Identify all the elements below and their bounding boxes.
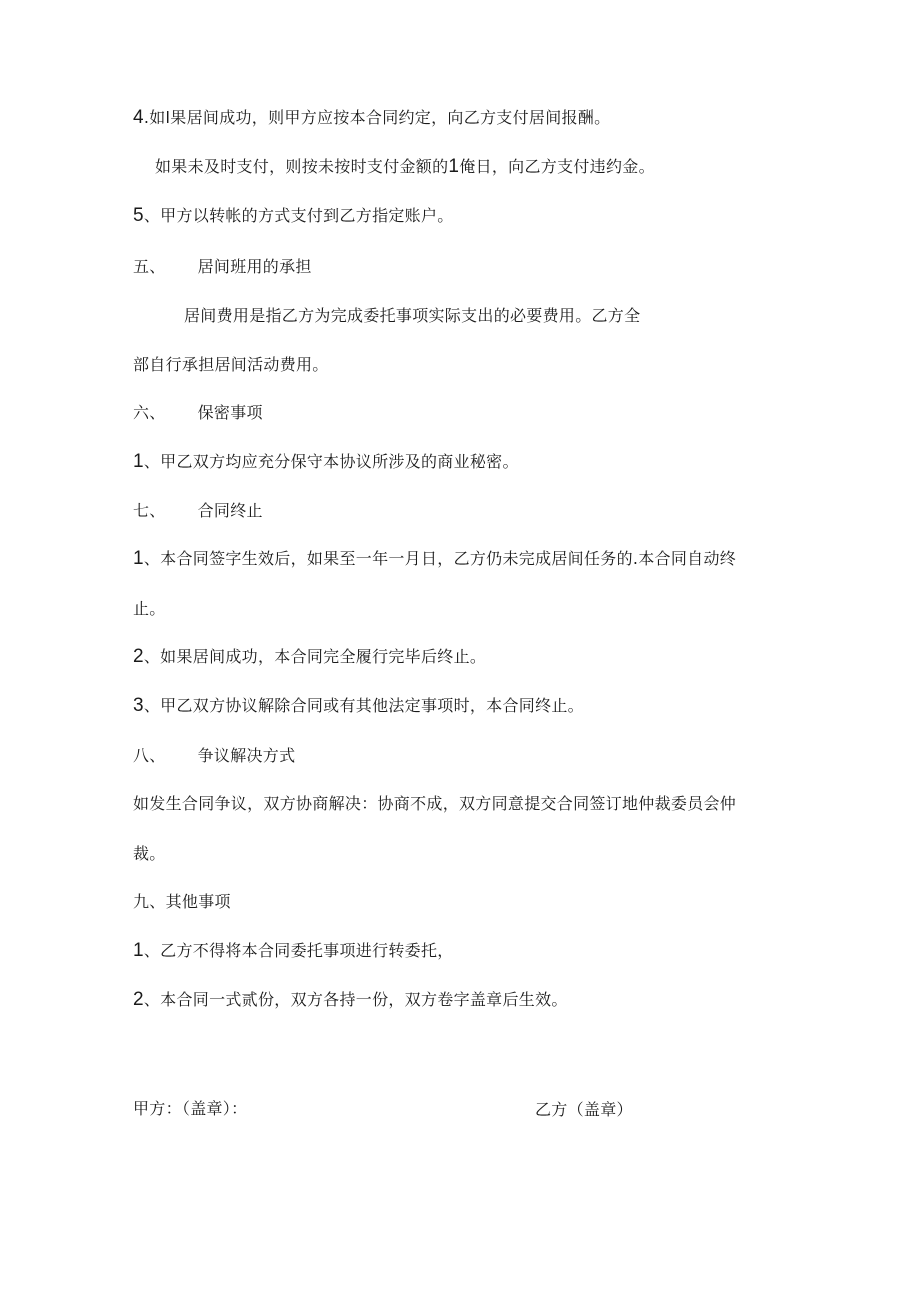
clause-5-line — [133, 205, 454, 227]
clause-number: 1 — [133, 548, 144, 569]
clause-line — [133, 940, 454, 962]
clause-text: 、本合同签字生效后，如果至一年一月日，乙方仍未完成居间任务的.本合同自动终 — [143, 549, 737, 568]
paragraph-text: 如发生合同争议，双方协商解决：协商不成，双方同意提交合同签订地仲裁委员会仲 — [133, 794, 737, 813]
clause-number: 5 — [133, 205, 144, 226]
clause-text-prefix: 如果未及时支付，则按未按时支付金额的 — [155, 157, 449, 176]
section-title: 保密事项 — [197, 403, 263, 422]
clause-4-line — [133, 107, 610, 129]
clause-text: 、本合同一式贰份，双方各持一份，双方卷字盖章后生效。 — [143, 990, 568, 1009]
clause-4-continuation — [155, 156, 655, 178]
paragraph-line — [133, 843, 166, 865]
section-marker: 五、 — [133, 257, 166, 276]
clause-line — [133, 451, 519, 473]
clause-continuation — [133, 598, 166, 620]
clause-line — [133, 695, 584, 717]
paragraph-line — [184, 305, 640, 327]
clause-number: 1 — [133, 451, 144, 472]
section-title: 居间班用的承担 — [197, 257, 312, 276]
section-6-heading — [133, 402, 263, 424]
party-a-label: 甲方：（盖章）： — [133, 1099, 248, 1118]
clause-number: 3 — [133, 695, 144, 716]
paragraph-line — [133, 354, 329, 376]
paragraph-text: 裁。 — [133, 844, 166, 863]
clause-text: 、如果居间成功，本合同完全履行完毕后终止。 — [143, 647, 487, 666]
section-9-heading — [133, 891, 231, 913]
section-7-heading — [133, 500, 263, 522]
section-marker: 七、 — [133, 501, 166, 520]
party-b-signature — [535, 1099, 633, 1121]
section-8-heading — [133, 745, 295, 767]
clause-text: 、乙方不得将本合同委托事项进行转委托， — [143, 941, 454, 960]
section-title: 九、其他事项 — [133, 892, 231, 911]
inline-number: 1 — [448, 156, 460, 177]
section-5-heading — [133, 256, 312, 278]
clause-number: 1 — [133, 940, 144, 961]
section-title: 合同终止 — [197, 501, 263, 520]
clause-number: 2 — [133, 646, 144, 667]
section-marker: 六、 — [133, 403, 166, 422]
clause-line — [133, 646, 486, 668]
paragraph-text: 居间费用是指乙方为完成委托事项实际支出的必要费用。乙方全 — [184, 306, 641, 325]
clause-text: 、甲方以转帐的方式支付到乙方指定账户。 — [143, 206, 454, 225]
clause-line — [133, 989, 568, 1011]
clause-text: 、甲乙双方协议解除合同或有其他法定事项时，本合同终止。 — [143, 696, 584, 715]
party-b-label: 乙方（盖章） — [535, 1100, 633, 1119]
clause-line — [133, 548, 736, 570]
section-marker: 八、 — [133, 746, 166, 765]
clause-number: 2 — [133, 989, 144, 1010]
clause-text: 止。 — [133, 599, 166, 618]
party-a-signature — [133, 1098, 247, 1120]
paragraph-text: 部自行承担居间活动费用。 — [133, 355, 329, 374]
clause-text: 俺日，向乙方支付违约金。 — [459, 157, 655, 176]
paragraph-line — [133, 793, 736, 815]
clause-text: 、甲乙双方均应充分保守本协议所涉及的商业秘密。 — [143, 452, 519, 471]
clause-number: 4 — [133, 107, 144, 128]
clause-text: .如l果居间成功，则甲方应按本合同约定，向乙方支付居间报酬。 — [143, 108, 611, 127]
section-title: 争议解决方式 — [197, 746, 296, 765]
